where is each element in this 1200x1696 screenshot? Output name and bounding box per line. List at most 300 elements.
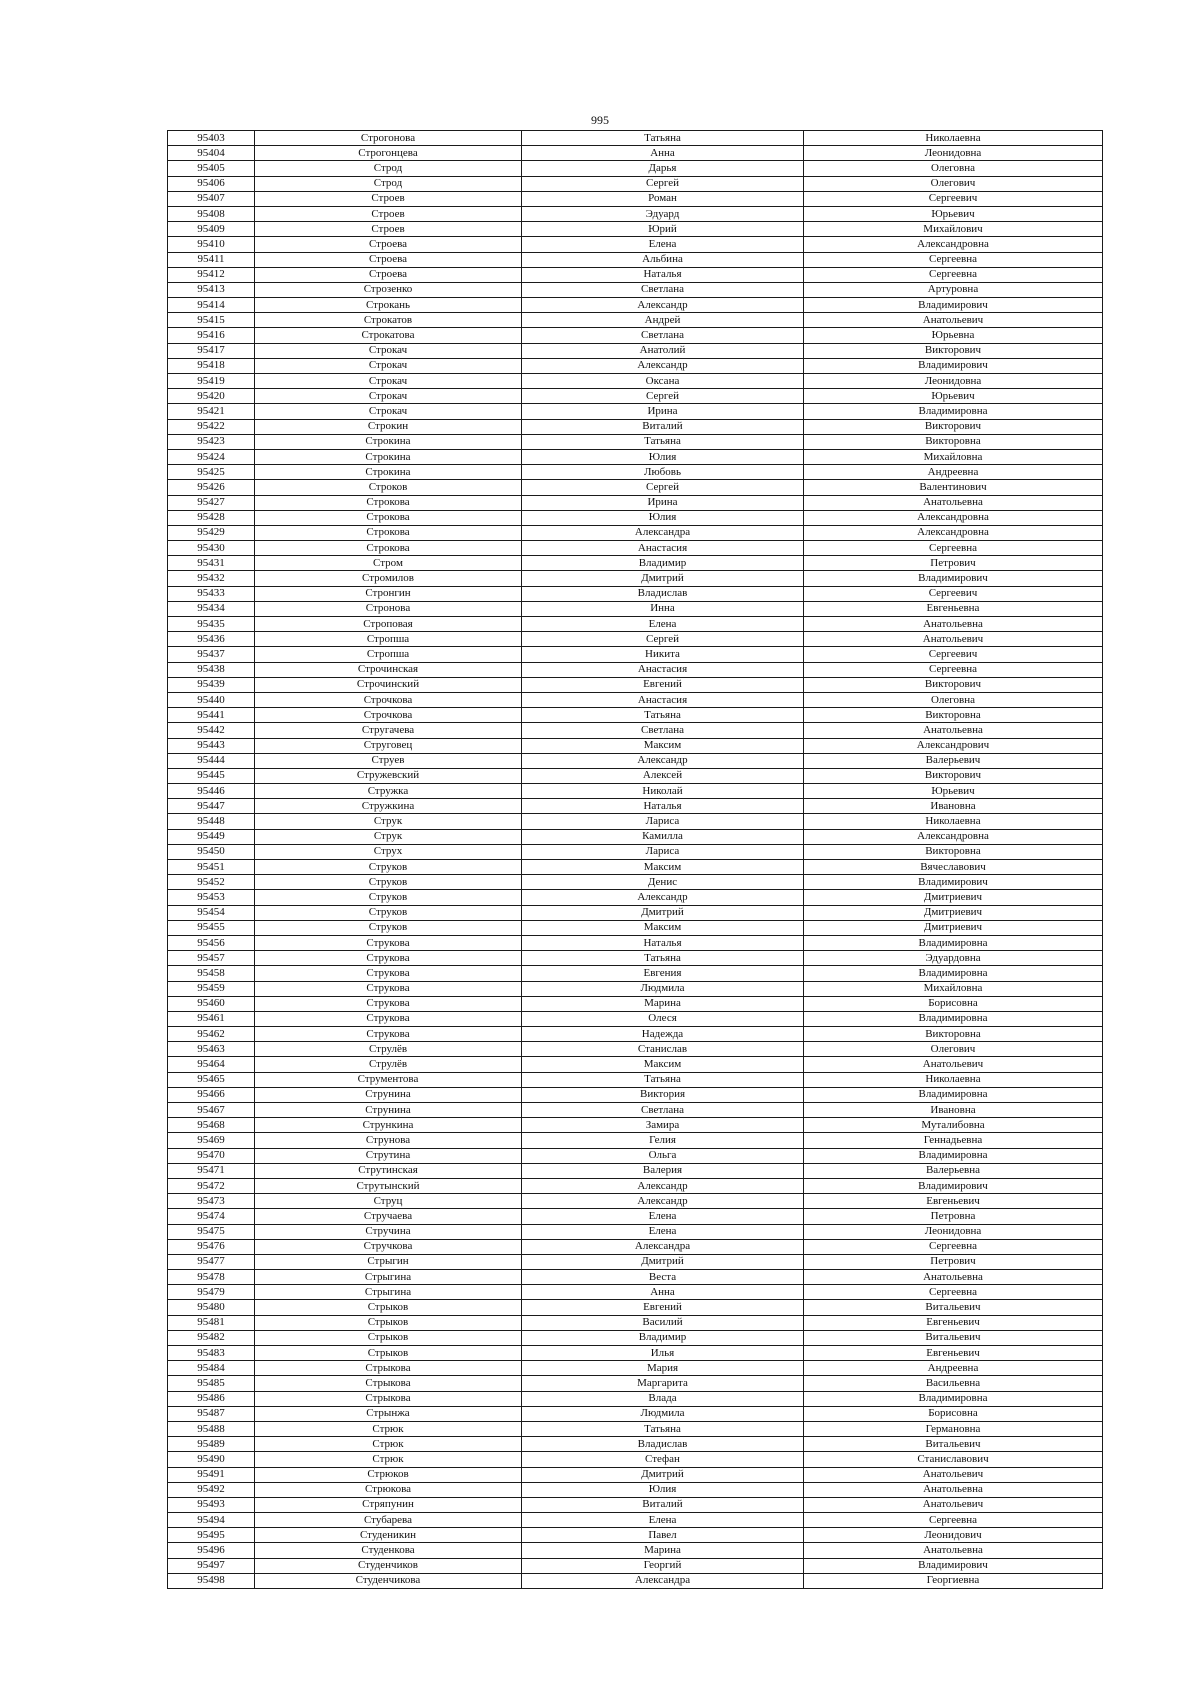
patronymic-cell: Артуровна [804, 282, 1103, 297]
first-name-cell: Максим [522, 920, 804, 935]
table-row [168, 1057, 1103, 1072]
record-number-cell: 95491 [168, 1467, 255, 1482]
table-row [168, 282, 1103, 297]
table-row [168, 799, 1103, 814]
record-number-cell: 95484 [168, 1361, 255, 1376]
table-row [168, 981, 1103, 996]
table-row [168, 1285, 1103, 1300]
table-row [168, 1209, 1103, 1224]
record-number-cell: 95449 [168, 829, 255, 844]
table-row [168, 677, 1103, 692]
patronymic-cell: Владимировна [804, 1391, 1103, 1406]
record-number-cell: 95437 [168, 647, 255, 662]
first-name-cell: Татьяна [522, 131, 804, 146]
patronymic-cell: Викторович [804, 419, 1103, 434]
record-number-cell: 95487 [168, 1406, 255, 1421]
patronymic-cell: Михайловна [804, 449, 1103, 464]
patronymic-cell: Сергеевич [804, 191, 1103, 206]
record-number-cell: 95476 [168, 1239, 255, 1254]
first-name-cell: Светлана [522, 723, 804, 738]
record-number-cell: 95474 [168, 1209, 255, 1224]
table-row [168, 935, 1103, 950]
last-name-cell: Строев [255, 222, 522, 237]
last-name-cell: Строзенко [255, 282, 522, 297]
first-name-cell: Александр [522, 753, 804, 768]
first-name-cell: Юрий [522, 222, 804, 237]
patronymic-cell: Викторович [804, 677, 1103, 692]
record-number-cell: 95494 [168, 1513, 255, 1528]
first-name-cell: Марина [522, 996, 804, 1011]
record-number-cell: 95458 [168, 966, 255, 981]
last-name-cell: Строкатова [255, 328, 522, 343]
table-row [168, 510, 1103, 525]
patronymic-cell: Владимирович [804, 298, 1103, 313]
table-row [168, 708, 1103, 723]
last-name-cell: Стрюкова [255, 1482, 522, 1497]
patronymic-cell: Витальевич [804, 1330, 1103, 1345]
record-number-cell: 95481 [168, 1315, 255, 1330]
record-number-cell: 95464 [168, 1057, 255, 1072]
table-row [168, 662, 1103, 677]
first-name-cell: Ирина [522, 404, 804, 419]
record-number-cell: 95429 [168, 525, 255, 540]
first-name-cell: Александр [522, 358, 804, 373]
last-name-cell: Стропша [255, 647, 522, 662]
patronymic-cell: Дмитриевич [804, 890, 1103, 905]
last-name-cell: Студенкова [255, 1543, 522, 1558]
first-name-cell: Эдуард [522, 206, 804, 221]
records-table-body [168, 131, 1103, 1589]
table-row [168, 480, 1103, 495]
record-number-cell: 95455 [168, 920, 255, 935]
patronymic-cell: Анатольевич [804, 632, 1103, 647]
patronymic-cell: Георгиевна [804, 1573, 1103, 1588]
last-name-cell: Струк [255, 814, 522, 829]
last-name-cell: Струнина [255, 1087, 522, 1102]
table-row [168, 495, 1103, 510]
patronymic-cell: Петровна [804, 1209, 1103, 1224]
patronymic-cell: Юрьевич [804, 206, 1103, 221]
last-name-cell: Струков [255, 875, 522, 890]
record-number-cell: 95442 [168, 723, 255, 738]
record-number-cell: 95432 [168, 571, 255, 586]
patronymic-cell: Муталибовна [804, 1118, 1103, 1133]
first-name-cell: Инна [522, 601, 804, 616]
record-number-cell: 95493 [168, 1497, 255, 1512]
last-name-cell: Стрыкова [255, 1391, 522, 1406]
record-number-cell: 95456 [168, 935, 255, 950]
first-name-cell: Василий [522, 1315, 804, 1330]
patronymic-cell: Витальевич [804, 1437, 1103, 1452]
table-row [168, 692, 1103, 707]
last-name-cell: Струлёв [255, 1042, 522, 1057]
patronymic-cell: Анатольевич [804, 313, 1103, 328]
record-number-cell: 95435 [168, 617, 255, 632]
table-row [168, 222, 1103, 237]
first-name-cell: Александра [522, 525, 804, 540]
patronymic-cell: Олегович [804, 1042, 1103, 1057]
last-name-cell: Струкова [255, 935, 522, 950]
last-name-cell: Струков [255, 905, 522, 920]
first-name-cell: Никита [522, 647, 804, 662]
last-name-cell: Струк [255, 829, 522, 844]
first-name-cell: Дмитрий [522, 905, 804, 920]
record-number-cell: 95447 [168, 799, 255, 814]
patronymic-cell: Юрьевна [804, 328, 1103, 343]
last-name-cell: Струков [255, 860, 522, 875]
first-name-cell: Максим [522, 860, 804, 875]
first-name-cell: Татьяна [522, 951, 804, 966]
table-row [168, 1254, 1103, 1269]
table-row [168, 1543, 1103, 1558]
first-name-cell: Сергей [522, 389, 804, 404]
patronymic-cell: Олегович [804, 176, 1103, 191]
patronymic-cell: Дмитриевич [804, 905, 1103, 920]
last-name-cell: Стрюков [255, 1467, 522, 1482]
last-name-cell: Строповая [255, 617, 522, 632]
first-name-cell: Мария [522, 1361, 804, 1376]
record-number-cell: 95418 [168, 358, 255, 373]
record-number-cell: 95470 [168, 1148, 255, 1163]
first-name-cell: Надежда [522, 1027, 804, 1042]
patronymic-cell: Владимировна [804, 1087, 1103, 1102]
patronymic-cell: Сергеевна [804, 1513, 1103, 1528]
last-name-cell: Струкова [255, 1027, 522, 1042]
last-name-cell: Стручкова [255, 1239, 522, 1254]
record-number-cell: 95472 [168, 1178, 255, 1193]
table-row [168, 1178, 1103, 1193]
patronymic-cell: Леонидовна [804, 146, 1103, 161]
table-row [168, 1452, 1103, 1467]
record-number-cell: 95414 [168, 298, 255, 313]
table-row [168, 1528, 1103, 1543]
patronymic-cell: Сергеевна [804, 541, 1103, 556]
table-row [168, 191, 1103, 206]
table-row [168, 601, 1103, 616]
last-name-cell: Стручаева [255, 1209, 522, 1224]
first-name-cell: Лариса [522, 814, 804, 829]
record-number-cell: 95404 [168, 146, 255, 161]
first-name-cell: Евгения [522, 966, 804, 981]
first-name-cell: Сергей [522, 480, 804, 495]
last-name-cell: Строков [255, 480, 522, 495]
first-name-cell: Владислав [522, 586, 804, 601]
table-row [168, 586, 1103, 601]
patronymic-cell: Владимировна [804, 1011, 1103, 1026]
patronymic-cell: Евгеньевич [804, 1194, 1103, 1209]
first-name-cell: Виталий [522, 419, 804, 434]
first-name-cell: Замира [522, 1118, 804, 1133]
last-name-cell: Стронова [255, 601, 522, 616]
last-name-cell: Строева [255, 252, 522, 267]
table-row [168, 541, 1103, 556]
patronymic-cell: Геннадьевна [804, 1133, 1103, 1148]
table-row [168, 905, 1103, 920]
table-row [168, 434, 1103, 449]
table-row [168, 1421, 1103, 1436]
patronymic-cell: Владимировна [804, 404, 1103, 419]
last-name-cell: Струментова [255, 1072, 522, 1087]
patronymic-cell: Анатольевич [804, 1057, 1103, 1072]
first-name-cell: Владимир [522, 556, 804, 571]
first-name-cell: Татьяна [522, 1421, 804, 1436]
patronymic-cell: Евгеньевич [804, 1315, 1103, 1330]
record-number-cell: 95421 [168, 404, 255, 419]
patronymic-cell: Викторовна [804, 708, 1103, 723]
record-number-cell: 95416 [168, 328, 255, 343]
record-number-cell: 95430 [168, 541, 255, 556]
last-name-cell: Стрынжа [255, 1406, 522, 1421]
record-number-cell: 95453 [168, 890, 255, 905]
first-name-cell: Владислав [522, 1437, 804, 1452]
last-name-cell: Стрюк [255, 1421, 522, 1436]
first-name-cell: Виталий [522, 1497, 804, 1512]
last-name-cell: Стружевский [255, 768, 522, 783]
table-row [168, 206, 1103, 221]
table-row [168, 966, 1103, 981]
record-number-cell: 95495 [168, 1528, 255, 1543]
record-number-cell: 95439 [168, 677, 255, 692]
table-row [168, 1406, 1103, 1421]
record-number-cell: 95488 [168, 1421, 255, 1436]
first-name-cell: Павел [522, 1528, 804, 1543]
patronymic-cell: Станиславович [804, 1452, 1103, 1467]
first-name-cell: Анастасия [522, 692, 804, 707]
first-name-cell: Валерия [522, 1163, 804, 1178]
patronymic-cell: Сергеевич [804, 586, 1103, 601]
patronymic-cell: Андреевна [804, 465, 1103, 480]
record-number-cell: 95405 [168, 161, 255, 176]
record-number-cell: 95462 [168, 1027, 255, 1042]
first-name-cell: Александра [522, 1573, 804, 1588]
table-row [168, 1376, 1103, 1391]
table-row [168, 389, 1103, 404]
last-name-cell: Стронгин [255, 586, 522, 601]
table-row [168, 267, 1103, 282]
record-number-cell: 95409 [168, 222, 255, 237]
table-row [168, 647, 1103, 662]
last-name-cell: Струкова [255, 996, 522, 1011]
record-number-cell: 95431 [168, 556, 255, 571]
last-name-cell: Строкач [255, 358, 522, 373]
record-number-cell: 95446 [168, 784, 255, 799]
last-name-cell: Строкова [255, 525, 522, 540]
patronymic-cell: Михайловна [804, 981, 1103, 996]
patronymic-cell: Валентинович [804, 480, 1103, 495]
patronymic-cell: Леонидовна [804, 1224, 1103, 1239]
first-name-cell: Дмитрий [522, 1467, 804, 1482]
record-number-cell: 95410 [168, 237, 255, 252]
last-name-cell: Строчинская [255, 662, 522, 677]
table-row [168, 1224, 1103, 1239]
last-name-cell: Стрункина [255, 1118, 522, 1133]
table-row [168, 1558, 1103, 1573]
first-name-cell: Юлия [522, 449, 804, 464]
last-name-cell: Стрюк [255, 1437, 522, 1452]
table-row [168, 996, 1103, 1011]
patronymic-cell: Сергеевна [804, 267, 1103, 282]
patronymic-cell: Александровна [804, 510, 1103, 525]
patronymic-cell: Петрович [804, 556, 1103, 571]
first-name-cell: Андрей [522, 313, 804, 328]
last-name-cell: Струкова [255, 951, 522, 966]
first-name-cell: Владимир [522, 1330, 804, 1345]
table-row [168, 161, 1103, 176]
last-name-cell: Строкин [255, 419, 522, 434]
record-number-cell: 95411 [168, 252, 255, 267]
record-number-cell: 95412 [168, 267, 255, 282]
record-number-cell: 95419 [168, 374, 255, 389]
last-name-cell: Струнина [255, 1103, 522, 1118]
record-number-cell: 95423 [168, 434, 255, 449]
first-name-cell: Максим [522, 738, 804, 753]
last-name-cell: Строгонцева [255, 146, 522, 161]
patronymic-cell: Викторовна [804, 844, 1103, 859]
patronymic-cell: Владимировна [804, 935, 1103, 950]
table-row [168, 723, 1103, 738]
record-number-cell: 95498 [168, 1573, 255, 1588]
last-name-cell: Строкач [255, 374, 522, 389]
table-row [168, 1482, 1103, 1497]
first-name-cell: Наталья [522, 799, 804, 814]
patronymic-cell: Анатольевна [804, 723, 1103, 738]
record-number-cell: 95408 [168, 206, 255, 221]
first-name-cell: Наталья [522, 267, 804, 282]
table-row [168, 1087, 1103, 1102]
record-number-cell: 95473 [168, 1194, 255, 1209]
first-name-cell: Оксана [522, 374, 804, 389]
table-row [168, 358, 1103, 373]
record-number-cell: 95451 [168, 860, 255, 875]
record-number-cell: 95465 [168, 1072, 255, 1087]
last-name-cell: Стрыков [255, 1315, 522, 1330]
table-row [168, 1027, 1103, 1042]
last-name-cell: Стром [255, 556, 522, 571]
last-name-cell: Стружкина [255, 799, 522, 814]
patronymic-cell: Анатольевна [804, 1543, 1103, 1558]
first-name-cell: Татьяна [522, 708, 804, 723]
last-name-cell: Струнова [255, 1133, 522, 1148]
patronymic-cell: Анатольевич [804, 1467, 1103, 1482]
record-number-cell: 95482 [168, 1330, 255, 1345]
patronymic-cell: Борисовна [804, 996, 1103, 1011]
patronymic-cell: Викторовна [804, 1027, 1103, 1042]
last-name-cell: Стряпунин [255, 1497, 522, 1512]
patronymic-cell: Анатольевна [804, 1270, 1103, 1285]
table-row [168, 784, 1103, 799]
table-row [168, 556, 1103, 571]
first-name-cell: Юлия [522, 510, 804, 525]
record-number-cell: 95478 [168, 1270, 255, 1285]
patronymic-cell: Юрьевич [804, 784, 1103, 799]
last-name-cell: Струговец [255, 738, 522, 753]
table-row [168, 920, 1103, 935]
patronymic-cell: Владимирович [804, 571, 1103, 586]
table-row [168, 1391, 1103, 1406]
patronymic-cell: Сергеевна [804, 1285, 1103, 1300]
patronymic-cell: Владимирович [804, 1558, 1103, 1573]
record-number-cell: 95475 [168, 1224, 255, 1239]
first-name-cell: Стефан [522, 1452, 804, 1467]
record-number-cell: 95486 [168, 1391, 255, 1406]
last-name-cell: Струков [255, 920, 522, 935]
record-number-cell: 95483 [168, 1346, 255, 1361]
record-number-cell: 95428 [168, 510, 255, 525]
record-number-cell: 95438 [168, 662, 255, 677]
first-name-cell: Елена [522, 1209, 804, 1224]
patronymic-cell: Петрович [804, 1254, 1103, 1269]
record-number-cell: 95489 [168, 1437, 255, 1452]
patronymic-cell: Николаевна [804, 131, 1103, 146]
first-name-cell: Елена [522, 617, 804, 632]
first-name-cell: Дмитрий [522, 1254, 804, 1269]
first-name-cell: Маргарита [522, 1376, 804, 1391]
table-row [168, 1300, 1103, 1315]
last-name-cell: Строкатов [255, 313, 522, 328]
record-number-cell: 95406 [168, 176, 255, 191]
record-number-cell: 95480 [168, 1300, 255, 1315]
table-row [168, 1573, 1103, 1588]
last-name-cell: Строкова [255, 541, 522, 556]
record-number-cell: 95457 [168, 951, 255, 966]
record-number-cell: 95450 [168, 844, 255, 859]
first-name-cell: Веста [522, 1270, 804, 1285]
patronymic-cell: Владимировна [804, 1148, 1103, 1163]
first-name-cell: Татьяна [522, 1072, 804, 1087]
table-row [168, 465, 1103, 480]
first-name-cell: Любовь [522, 465, 804, 480]
record-number-cell: 95444 [168, 753, 255, 768]
last-name-cell: Струев [255, 753, 522, 768]
first-name-cell: Александр [522, 1194, 804, 1209]
patronymic-cell: Владимировна [804, 966, 1103, 981]
table-row [168, 146, 1103, 161]
record-number-cell: 95477 [168, 1254, 255, 1269]
last-name-cell: Струтинская [255, 1163, 522, 1178]
first-name-cell: Людмила [522, 1406, 804, 1421]
table-row [168, 814, 1103, 829]
first-name-cell: Камилла [522, 829, 804, 844]
first-name-cell: Ирина [522, 495, 804, 510]
table-row [168, 617, 1103, 632]
record-number-cell: 95468 [168, 1118, 255, 1133]
patronymic-cell: Викторович [804, 343, 1103, 358]
first-name-cell: Алексей [522, 768, 804, 783]
last-name-cell: Строкач [255, 343, 522, 358]
table-row [168, 860, 1103, 875]
last-name-cell: Студеникин [255, 1528, 522, 1543]
record-number-cell: 95415 [168, 313, 255, 328]
first-name-cell: Юлия [522, 1482, 804, 1497]
table-row [168, 404, 1103, 419]
page-number: 995 [591, 113, 609, 127]
record-number-cell: 95448 [168, 814, 255, 829]
record-number-cell: 95443 [168, 738, 255, 753]
last-name-cell: Стрыков [255, 1300, 522, 1315]
patronymic-cell: Викторович [804, 768, 1103, 783]
last-name-cell: Студенчиков [255, 1558, 522, 1573]
last-name-cell: Стружка [255, 784, 522, 799]
record-number-cell: 95425 [168, 465, 255, 480]
patronymic-cell: Николаевна [804, 814, 1103, 829]
patronymic-cell: Сергеевна [804, 662, 1103, 677]
patronymic-cell: Германовна [804, 1421, 1103, 1436]
table-row [168, 632, 1103, 647]
last-name-cell: Строчкова [255, 692, 522, 707]
last-name-cell: Строчинский [255, 677, 522, 692]
record-number-cell: 95413 [168, 282, 255, 297]
record-number-cell: 95466 [168, 1087, 255, 1102]
